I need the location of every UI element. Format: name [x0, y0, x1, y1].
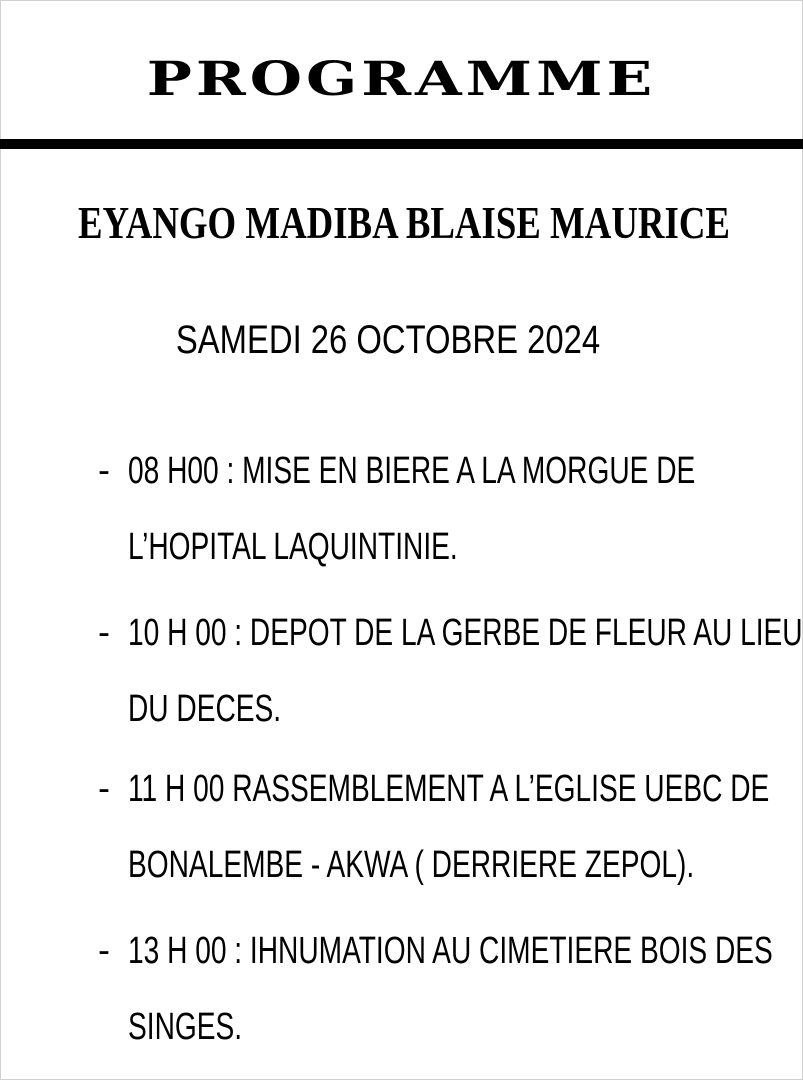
schedule-item-line-1: 08 H00 : MISE EN BIERE A LA MORGUE DE [128, 450, 696, 492]
list-bullet: - [98, 611, 110, 652]
event-date: SAMEDI 26 OCTOBRE 2024 [175, 318, 601, 362]
deceased-name: EYANGO MADIBA BLAISE MAURICE [78, 197, 730, 248]
schedule-item-line-2: BONALEMBE - AKWA ( DERRIERE ZEPOL). [128, 844, 695, 886]
page-title: PROGRAMME [146, 52, 657, 107]
schedule-item-line-1: 13 H 00 : IHNUMATION AU CIMETIERE BOIS DES [128, 930, 773, 972]
schedule-item-line-2: DU DECES. [128, 688, 282, 730]
schedule-item-line-1: 11 H 00 RASSEMBLEMENT A L’EGLISE UEBC DE [128, 768, 770, 810]
schedule-item-line-1: 10 H 00 : DEPOT DE LA GERBE DE FLEUR AU LIEU [128, 612, 803, 654]
schedule-item-line-2: SINGES. [128, 1006, 243, 1048]
list-bullet: - [98, 767, 110, 808]
schedule-item-line-2: L’HOPITAL LAQUINTINIE. [128, 526, 458, 568]
list-bullet: - [98, 449, 110, 490]
list-bullet: - [98, 929, 110, 970]
schedule-list [98, 0, 803, 1080]
